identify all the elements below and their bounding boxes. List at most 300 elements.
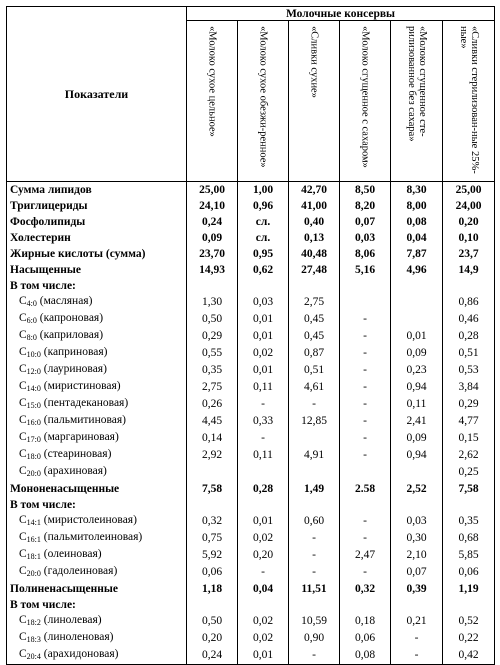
table-cell: 0,03 [340,230,391,246]
table-cell: 0,62 [238,262,289,278]
table-cell: - [340,564,391,581]
table-cell [443,597,495,613]
table-cell: 0,14 [187,430,238,447]
table-cell: 0,08 [391,214,443,230]
table-cell: 0,02 [238,630,289,647]
table-row [7,430,495,447]
table-cell: 0,01 [238,362,289,379]
acid-subscript: 17:0 [26,435,41,444]
acid-name: (пентадекановая) [43,397,129,409]
table-cell: 0,03 [238,294,289,311]
column-header [443,21,495,182]
table-row [7,396,495,413]
row-label [7,430,187,447]
row-label [7,345,187,362]
table-row [7,182,495,199]
table-cell: 12,85 [289,413,340,430]
acid-name: (пальмитиновая) [43,414,126,426]
table-cell [187,497,238,513]
acid-symbol: C [19,448,27,460]
table-cell [289,278,340,294]
table-cell: 0,01 [238,328,289,345]
table-cell: - [289,647,340,665]
table-cell: 8,20 [340,198,391,214]
acid-subscript: 16:1 [26,535,41,544]
table-cell: 1,30 [187,294,238,311]
table-cell [187,278,238,294]
acid-name: (миристиновая) [43,380,121,392]
table-cell [340,278,391,294]
acid-name: (линоленовая) [43,631,114,643]
table-cell [443,278,495,294]
acid-subscript: 20:0 [26,569,41,578]
acid-subscript: 12:0 [26,367,41,376]
row-label [7,464,187,481]
table-cell: 23,70 [187,246,238,262]
row-label [7,564,187,581]
table-cell: 0,13 [289,230,340,246]
table-cell: 0,11 [238,447,289,464]
table-cell: 25,00 [187,182,238,199]
table-cell: 0,20 [238,547,289,564]
acid-subscript: 20:0 [26,469,41,478]
table-cell: 10,59 [289,613,340,630]
table-row [7,530,495,547]
table-cell: 0,28 [443,328,495,345]
table-cell: 0,28 [238,481,289,497]
table-row [7,294,495,311]
table-cell: 0,20 [187,630,238,647]
table-row [7,630,495,647]
acid-symbol: C [19,531,27,543]
table-cell: 0,45 [289,311,340,328]
row-label [7,379,187,396]
acid-name: (маргариновая) [43,431,119,443]
table-cell: сл. [238,230,289,246]
row-label [7,547,187,564]
table-cell: 0,07 [391,564,443,581]
table-cell: 2,52 [391,481,443,497]
fatty-acid-table [6,6,495,665]
table-cell: 0,29 [187,328,238,345]
table-cell [289,597,340,613]
table-cell [391,597,443,613]
column-header [391,21,443,182]
table-cell: - [340,345,391,362]
row-label: В том числе: [7,597,187,613]
acid-symbol: C [19,648,27,660]
table-cell: 11,51 [289,581,340,597]
acid-symbol: C [19,346,27,358]
table-cell: 8,06 [340,246,391,262]
table-cell: 0,09 [391,345,443,362]
acid-subscript: 8:0 [26,333,37,342]
table-cell: 2,75 [187,379,238,396]
table-cell [238,464,289,481]
table-cell: 0,22 [443,630,495,647]
table-cell: 0,94 [391,447,443,464]
table-cell: - [340,513,391,530]
table-cell [289,497,340,513]
table-cell [238,278,289,294]
table-cell: 0,33 [238,413,289,430]
table-row [7,564,495,581]
table-cell: 0,07 [340,214,391,230]
acid-subscript: 14:1 [26,518,41,527]
table-cell: 2,41 [391,413,443,430]
table-cell: - [340,396,391,413]
table-cell: 0,32 [187,513,238,530]
table-cell: 0,23 [391,362,443,379]
table-cell: сл. [238,214,289,230]
table-cell: 3,84 [443,379,495,396]
table-cell: 0,42 [443,647,495,665]
table-cell: 0,90 [289,630,340,647]
column-header-text: «Сливки стерилизован-ные 25%-ные» [457,26,480,174]
table-cell: 5,85 [443,547,495,564]
table-cell [238,497,289,513]
column-header [238,21,289,182]
table-cell [391,464,443,481]
table-cell: 0,02 [238,530,289,547]
table-cell: 0,94 [391,379,443,396]
table-row [7,278,495,294]
table-cell [238,597,289,613]
column-header [187,21,238,182]
acid-name: (гадолеиновая) [43,565,118,577]
table-cell: 0,06 [443,564,495,581]
acid-symbol: C [19,295,27,307]
table-cell: 0,10 [443,230,495,246]
group-header: Молочные консервы [187,7,495,21]
table-row [7,246,495,262]
table-cell: 0,24 [187,214,238,230]
table-row [7,497,495,513]
table-row [7,581,495,597]
table-cell: 14,93 [187,262,238,278]
table-cell: 40,48 [289,246,340,262]
table-cell: 4,45 [187,413,238,430]
table-cell: 8,00 [391,198,443,214]
table-cell: 0,02 [238,613,289,630]
table-cell: 4,96 [391,262,443,278]
table-cell [187,597,238,613]
table-cell: 0,11 [391,396,443,413]
table-cell: 2,75 [289,294,340,311]
table-cell: - [289,564,340,581]
table-cell: 5,92 [187,547,238,564]
row-label: В том числе: [7,497,187,513]
table-cell: 0,09 [391,430,443,447]
table-cell [289,464,340,481]
table-row [7,379,495,396]
table-cell [443,497,495,513]
table-cell: 27,48 [289,262,340,278]
table-cell: 0,09 [187,230,238,246]
column-header [289,21,340,182]
table-cell: 1,19 [443,581,495,597]
row-label: Полиненасыщенные [7,581,187,597]
table-cell: 8,50 [340,182,391,199]
table-cell: 0,32 [340,581,391,597]
column-header-text: «Молоко сухое обезжи-ренное» [257,26,269,168]
table-row [7,547,495,564]
table-cell: 41,00 [289,198,340,214]
column-header-text: «Молоко сгущенное с сахаром» [359,26,371,168]
table-cell: - [340,447,391,464]
table-cell: 0,01 [391,328,443,345]
acid-symbol: C [19,565,27,577]
table-row [7,597,495,613]
table-cell: 0,30 [391,530,443,547]
table-row [7,513,495,530]
table-cell: - [391,630,443,647]
row-label: Мононенасыщенные [7,481,187,497]
table-cell: 0,86 [443,294,495,311]
table-cell: 0,20 [443,214,495,230]
table-cell: 2,47 [340,547,391,564]
acid-name: (миристолеиновая) [43,514,137,526]
table-row [7,481,495,497]
acid-name: (стеариновая) [43,448,112,460]
table-cell: 0,02 [238,345,289,362]
table-cell: 24,00 [443,198,495,214]
acid-symbol: C [19,414,27,426]
table-cell: 1,49 [289,481,340,497]
table-cell: - [340,311,391,328]
table-cell: - [289,547,340,564]
table-cell: 25,00 [443,182,495,199]
table-header [7,7,495,182]
table-cell: 7,58 [187,481,238,497]
acid-subscript: 18:3 [26,635,41,644]
row-label: Холестерин [7,230,187,246]
table-cell: 24,10 [187,198,238,214]
table-cell: 0,35 [187,362,238,379]
table-cell: - [340,530,391,547]
acid-name: (олеиновая) [43,548,102,560]
acid-name: (каприловая) [39,329,104,341]
acid-symbol: C [19,397,27,409]
acid-subscript: 6:0 [26,316,37,325]
table-cell: 0,01 [238,513,289,530]
table-cell: 0,95 [238,246,289,262]
indicator-column-header: Показатели [7,7,187,182]
table-cell: - [391,647,443,665]
table-cell: 0,01 [238,647,289,665]
row-label [7,294,187,311]
acid-symbol: C [19,631,27,643]
table-cell: 0,68 [443,530,495,547]
table-cell: 0,45 [289,328,340,345]
table-cell: 0,21 [391,613,443,630]
table-cell: 0,46 [443,311,495,328]
table-cell: - [238,564,289,581]
acid-subscript: 15:0 [26,401,41,410]
table-cell: 0,60 [289,513,340,530]
table-cell: 23,7 [443,246,495,262]
table-cell [340,597,391,613]
table-cell: 7,58 [443,481,495,497]
row-label [7,447,187,464]
table-row [7,328,495,345]
table-cell [391,311,443,328]
table-cell: 0,35 [443,513,495,530]
column-header-text: «Сливки сухие» [308,26,320,98]
table-cell: - [238,396,289,413]
table-cell: 0,51 [289,362,340,379]
table-cell: 5,16 [340,262,391,278]
table-cell: 0,29 [443,396,495,413]
table-cell: 0,50 [187,311,238,328]
table-cell [340,294,391,311]
row-label: Насыщенные [7,262,187,278]
table-cell: 0,18 [340,613,391,630]
table-cell: 2.58 [340,481,391,497]
acid-name: (линолевая) [43,614,102,626]
table-cell: 0,15 [443,430,495,447]
table-cell: - [289,396,340,413]
table-cell: 0,08 [340,647,391,665]
table-cell: 0,96 [238,198,289,214]
row-label [7,613,187,630]
table-cell: 0,06 [187,564,238,581]
table-cell: 2,62 [443,447,495,464]
table-row [7,311,495,328]
row-label [7,328,187,345]
acid-name: (каприновая) [43,346,108,358]
acid-subscript: 14:0 [26,384,41,393]
table-cell: 0,04 [238,581,289,597]
row-label: Жирные кислоты (сумма) [7,246,187,262]
table-cell: 0,51 [443,345,495,362]
table-row [7,613,495,630]
table-cell: 4,61 [289,379,340,396]
table-cell [391,294,443,311]
acid-symbol: C [19,380,27,392]
row-label: Фосфолипиды [7,214,187,230]
table-cell: 2,92 [187,447,238,464]
table-cell [289,430,340,447]
table-cell: 4,91 [289,447,340,464]
table-cell: - [340,328,391,345]
table-cell [391,278,443,294]
table-cell: 8,30 [391,182,443,199]
acid-symbol: C [19,465,27,477]
table-cell: 0,40 [289,214,340,230]
table-row [7,230,495,246]
table-cell [340,497,391,513]
table-cell: 4,77 [443,413,495,430]
table-cell [340,464,391,481]
table-cell: 0,24 [187,647,238,665]
table-cell: 0,55 [187,345,238,362]
table-cell: 0,53 [443,362,495,379]
acid-name: (арахиновая) [43,465,107,477]
row-label [7,362,187,379]
row-label [7,630,187,647]
acid-name: (масляная) [39,295,93,307]
table-cell: 0,04 [391,230,443,246]
acid-subscript: 20:4 [26,652,41,661]
acid-symbol: C [19,614,27,626]
table-cell: 2,10 [391,547,443,564]
table-cell: 0,26 [187,396,238,413]
column-header-text: «Молоко сгущенное сте-рилизованное без сахара» [405,26,428,142]
acid-name: (капроновая) [39,312,104,324]
column-header-text: «Молоко сухое цельное» [206,26,218,137]
acid-symbol: C [19,514,27,526]
row-label [7,396,187,413]
table-cell: 1,00 [238,182,289,199]
acid-subscript: 4:0 [26,299,37,308]
table-cell: 0,06 [340,630,391,647]
row-label [7,530,187,547]
column-header [340,21,391,182]
row-label: Сумма липидов [7,182,187,199]
table-cell: 0,25 [443,464,495,481]
table-cell: 0,39 [391,581,443,597]
table-cell: 14,9 [443,262,495,278]
acid-name: (пальмитолеиновая) [43,531,143,543]
table-cell [391,497,443,513]
acid-symbol: C [19,363,27,375]
table-cell: - [340,413,391,430]
acid-subscript: 10:0 [26,350,41,359]
table-row [7,447,495,464]
table-cell [187,464,238,481]
row-label [7,513,187,530]
table-cell: 0,52 [443,613,495,630]
table-row [7,262,495,278]
table-cell: 1,18 [187,581,238,597]
acid-name: (арахидоновая) [43,648,119,660]
table-row [7,647,495,665]
row-label [7,311,187,328]
acid-subscript: 16:0 [26,418,41,427]
table-row [7,198,495,214]
acid-symbol: C [19,431,27,443]
table-cell: 0,03 [391,513,443,530]
table-row [7,464,495,481]
row-label: В том числе: [7,278,187,294]
acid-name: (лауриновая) [43,363,107,375]
table-cell: - [289,530,340,547]
table-cell: 0,50 [187,613,238,630]
table-cell: 0,75 [187,530,238,547]
table-row [7,413,495,430]
table-row [7,362,495,379]
acid-symbol: C [19,548,27,560]
table-cell: - [340,379,391,396]
table-cell: - [238,430,289,447]
table-cell: 42,70 [289,182,340,199]
table-body [7,182,495,665]
table-row [7,345,495,362]
table-cell: 0,01 [238,311,289,328]
table-cell: 7,87 [391,246,443,262]
acid-subscript: 18:1 [26,552,41,561]
row-label [7,647,187,665]
table-row [7,214,495,230]
table-cell: - [340,430,391,447]
acid-subscript: 18:2 [26,618,41,627]
row-label: Триглицериды [7,198,187,214]
acid-symbol: C [19,329,27,341]
row-label [7,413,187,430]
acid-symbol: C [19,312,27,324]
table-cell: 0,87 [289,345,340,362]
